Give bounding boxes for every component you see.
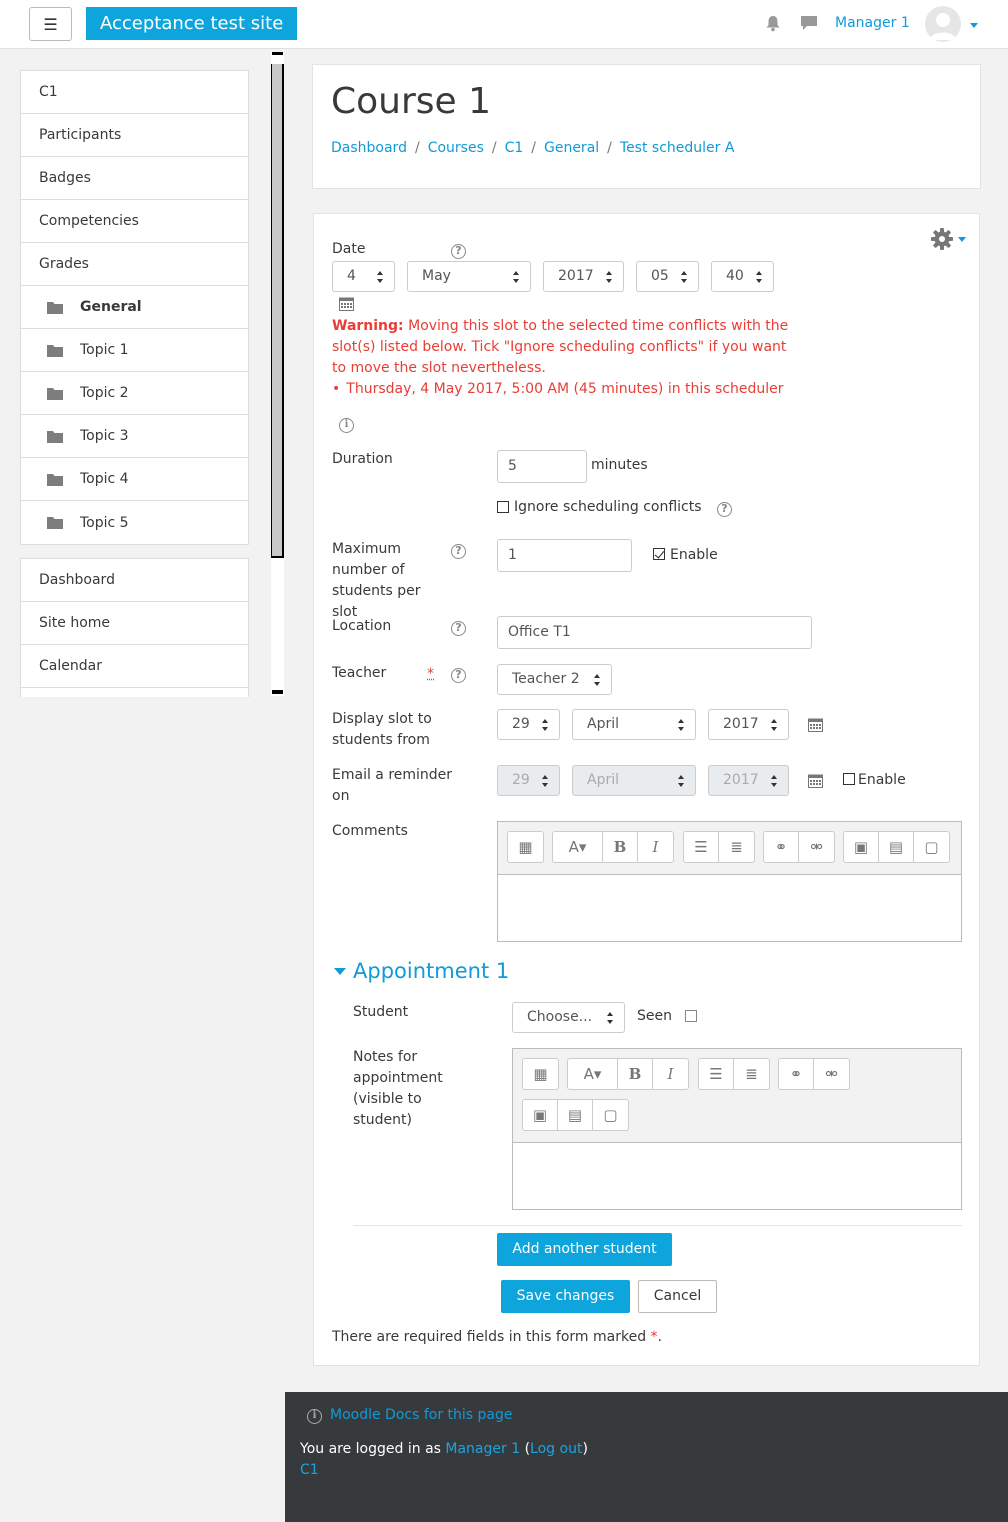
select-value: 2017	[723, 716, 759, 732]
reminder-year-select[interactable]	[708, 765, 789, 796]
nav-item-topic-4[interactable]	[21, 458, 248, 501]
nav-item-grades[interactable]	[21, 243, 248, 286]
max-students-input[interactable]: 1	[497, 539, 632, 572]
toolbar-group	[763, 831, 835, 863]
select-arrow-icon	[678, 775, 685, 787]
reminder-enable-label: Enable	[858, 772, 906, 788]
date-month-select[interactable]	[407, 261, 531, 292]
toolbar-group	[552, 831, 674, 863]
select-arrow-icon	[606, 271, 613, 283]
duration-input[interactable]: 5	[497, 450, 587, 483]
nav-item-label: Badges	[39, 170, 91, 186]
footer-user-link[interactable]: Manager 1	[445, 1441, 521, 1457]
image-icon[interactable]: ▣	[523, 1100, 558, 1130]
reminder-enable-checkbox[interactable]	[843, 773, 855, 785]
teacher-select[interactable]	[497, 664, 612, 695]
bullet: •	[332, 381, 341, 397]
info-icon: i	[307, 1409, 322, 1424]
nav-item-label: General	[80, 299, 142, 315]
gear-icon[interactable]	[930, 227, 954, 251]
select-arrow-icon	[678, 719, 685, 731]
nav-item-general[interactable]	[21, 286, 248, 329]
location-input[interactable]: Office T1	[497, 616, 812, 649]
seen-checkbox[interactable]	[685, 1010, 697, 1022]
required-icon: *	[427, 666, 434, 682]
paste-icon[interactable]: ▢	[603, 1106, 618, 1124]
font-style-icon[interactable]: A▾	[568, 1059, 618, 1089]
toolbar-toggle-icon[interactable]: ▦	[533, 1065, 548, 1083]
select-value: April	[587, 772, 619, 788]
required-star: *	[650, 1329, 658, 1345]
select-arrow-icon	[377, 271, 384, 283]
nav-item-label: Topic 1	[80, 342, 129, 358]
media-icon[interactable]: ▤	[558, 1100, 593, 1130]
logged-in-prefix: You are logged in as	[300, 1441, 441, 1457]
scroll-down-arrow[interactable]	[272, 683, 283, 694]
calendar-icon[interactable]	[339, 296, 354, 311]
display-day-select[interactable]	[497, 709, 560, 740]
required-note-text: There are required fields in this form marked	[332, 1329, 647, 1345]
toolbar-group	[778, 1058, 850, 1090]
breadcrumb-c1[interactable]: C1	[504, 140, 524, 156]
select-arrow-icon	[542, 775, 549, 787]
select-arrow-icon	[771, 775, 778, 787]
bold-icon[interactable]: B	[618, 1059, 653, 1089]
nav-item-label: Topic 3	[80, 428, 129, 444]
select-value: 29	[512, 716, 530, 732]
date-day-select[interactable]	[332, 261, 395, 292]
breadcrumb-general[interactable]: General	[543, 140, 600, 156]
nav-item-topic-5[interactable]	[21, 501, 248, 544]
nav-item-label: Grades	[39, 256, 89, 272]
italic-icon[interactable]: I	[667, 1065, 674, 1083]
breadcrumb	[331, 140, 734, 156]
conflict-text: Thursday, 4 May 2017, 5:00 AM (45 minutes) in this scheduler	[346, 381, 784, 397]
duration-unit: minutes	[591, 457, 648, 473]
student-select[interactable]	[512, 1002, 625, 1033]
site-name-link[interactable]: Acceptance test site	[86, 7, 297, 40]
nav-item-label: Competencies	[39, 213, 139, 229]
nav-item-label: Topic 2	[80, 385, 129, 401]
folder-icon	[47, 344, 63, 357]
image-icon[interactable]: ▣	[844, 832, 879, 862]
duration-label: Duration	[332, 451, 393, 467]
max-students-label: Maximum number of students per slot	[332, 541, 421, 620]
warning-text: Moving this slot to the selected time conflicts with the slot(s) listed below. Tick "Ignore scheduling conflicts" if you want to move the slot nevertheless.	[332, 318, 789, 376]
teacher-label: Teacher	[332, 665, 387, 681]
breadcrumb-separator: /	[491, 140, 497, 156]
select-value: Teacher 2	[512, 671, 580, 687]
reminder-label: Email a reminder on	[332, 767, 453, 804]
date-hour-select[interactable]	[636, 261, 699, 292]
nav-item-c1[interactable]	[21, 71, 248, 114]
nav-item-label: Topic 5	[80, 514, 129, 531]
toolbar-group	[698, 1058, 770, 1090]
select-value: 05	[651, 268, 669, 284]
toolbar-group	[522, 1099, 629, 1131]
paste-icon[interactable]: ▢	[924, 838, 939, 856]
conflict-warning	[332, 316, 802, 400]
divider	[353, 1225, 962, 1226]
display-from-label: Display slot to students from	[332, 711, 432, 748]
conflict-list-item	[332, 379, 802, 400]
toolbar-group	[683, 831, 755, 863]
nav-item-dashboard[interactable]	[21, 559, 248, 602]
student-label: Student	[353, 1004, 409, 1020]
bold-icon[interactable]: B	[603, 832, 638, 862]
required-note-end: .	[657, 1329, 662, 1345]
nav-item-label: Topic 4	[80, 471, 129, 487]
folder-icon	[47, 516, 63, 529]
gear-menu-caret-icon[interactable]	[958, 237, 966, 242]
seen-label: Seen	[637, 1008, 672, 1024]
footer-course-link[interactable]: C1	[300, 1462, 319, 1478]
comments-text-area[interactable]	[497, 874, 962, 942]
unordered-list-icon[interactable]: ☰	[699, 1059, 734, 1089]
select-arrow-icon	[756, 271, 763, 283]
folder-icon	[47, 301, 63, 314]
link-icon[interactable]: ⚭	[779, 1059, 814, 1089]
select-arrow-icon	[594, 674, 601, 686]
select-value: 29	[512, 772, 530, 788]
folder-icon	[47, 473, 63, 486]
folder-icon	[47, 430, 63, 443]
comments-editor	[497, 821, 962, 942]
select-value: 2017	[558, 268, 594, 284]
help-icon[interactable]: ?	[451, 668, 466, 683]
notes-editor	[512, 1048, 962, 1210]
nav-item-calendar[interactable]	[21, 645, 248, 688]
calendar-icon[interactable]	[808, 717, 823, 732]
toolbar-group	[843, 831, 950, 863]
page-title: Course 1	[331, 81, 492, 122]
nav-item-label: Dashboard	[39, 572, 115, 588]
breadcrumb-separator: /	[607, 140, 612, 156]
breadcrumb-dashboard[interactable]: Dashboard	[331, 140, 407, 156]
breadcrumb-separator: /	[531, 140, 536, 156]
breadcrumb-separator: /	[414, 140, 420, 156]
paren: )	[582, 1441, 588, 1457]
nav-item-topic-2[interactable]	[21, 372, 248, 415]
toolbar-group	[567, 1058, 689, 1090]
nav-item-topic-3[interactable]	[21, 415, 248, 458]
folder-icon	[47, 387, 63, 400]
select-value: April	[587, 716, 619, 732]
info-icon: i	[339, 418, 354, 433]
notes-text-area[interactable]	[512, 1142, 962, 1210]
notifications-bell-icon[interactable]	[763, 13, 783, 33]
comments-label: Comments	[332, 823, 408, 839]
select-arrow-icon	[513, 271, 520, 283]
date-year-select[interactable]	[543, 261, 624, 292]
date-label: Date	[332, 241, 366, 257]
select-value: 2017	[723, 772, 759, 788]
reminder-day-select[interactable]	[497, 765, 560, 796]
breadcrumb-scheduler[interactable]: Test scheduler A	[619, 140, 735, 156]
save-changes-button[interactable]: Save changes	[501, 1280, 630, 1313]
warning-strong: Warning:	[332, 318, 404, 334]
date-minute-select[interactable]	[711, 261, 774, 292]
unlink-icon[interactable]: ⚮	[810, 838, 823, 856]
paren: (	[524, 1441, 531, 1457]
notes-label: Notes for appointment (visible to student)	[353, 1049, 443, 1128]
user-menu-name[interactable]: Manager 1	[835, 15, 910, 31]
select-arrow-icon	[771, 719, 778, 731]
toolbar-group	[507, 831, 544, 863]
font-style-icon[interactable]: A▾	[553, 832, 603, 862]
nav-item-participants[interactable]	[21, 114, 248, 157]
unlink-icon[interactable]: ⚮	[825, 1065, 838, 1083]
nav-item-label: Participants	[39, 127, 122, 143]
nav-item-badges[interactable]	[21, 157, 248, 200]
help-icon[interactable]: ?	[451, 544, 466, 559]
page-header	[312, 64, 981, 189]
ignore-conflicts-label: Ignore scheduling conflicts	[514, 499, 702, 515]
location-label: Location	[332, 618, 392, 634]
select-value: 4	[347, 268, 356, 284]
nav-drawer	[0, 50, 285, 697]
ordered-list-icon[interactable]: ≣	[745, 1065, 758, 1083]
site-nav-block	[20, 558, 249, 697]
course-nav-block	[20, 70, 249, 545]
reminder-month-select[interactable]	[572, 765, 696, 796]
help-icon[interactable]: ?	[717, 502, 732, 517]
required-fields-note	[332, 1327, 662, 1348]
media-icon[interactable]: ▤	[879, 832, 914, 862]
toolbar-toggle-icon[interactable]: ▦	[518, 838, 533, 856]
nav-item-label: Calendar	[39, 658, 102, 674]
select-arrow-icon	[607, 1012, 614, 1024]
select-arrow-icon	[681, 271, 688, 283]
link-icon[interactable]: ⚭	[764, 832, 799, 862]
logout-link[interactable]: Log out	[530, 1441, 583, 1457]
avatar-placeholder-icon	[925, 6, 961, 42]
page-footer	[285, 1392, 1008, 1522]
user-menu-caret-icon[interactable]	[970, 23, 978, 28]
nav-item-label: C1	[39, 84, 58, 100]
select-value: May	[422, 268, 451, 284]
toolbar-group	[522, 1058, 559, 1090]
ordered-list-icon[interactable]: ≣	[730, 838, 743, 856]
moodle-docs-link[interactable]: Moodle Docs for this page	[330, 1407, 513, 1423]
ignore-conflicts-checkbox[interactable]	[497, 501, 509, 513]
breadcrumb-courses[interactable]: Courses	[427, 140, 484, 156]
help-icon[interactable]: ?	[451, 621, 466, 636]
nav-item-topic-1[interactable]	[21, 329, 248, 372]
help-icon[interactable]: ?	[451, 244, 466, 259]
max-students-enable-label: Enable	[670, 547, 718, 563]
user-avatar[interactable]	[925, 6, 961, 42]
nav-item-label: Site home	[39, 615, 111, 631]
logged-in-info	[300, 1441, 588, 1457]
collapse-caret-icon[interactable]	[334, 968, 346, 975]
drawer-scrollbar-thumb[interactable]	[271, 64, 284, 558]
messages-icon[interactable]	[799, 13, 819, 33]
nav-item-site-home[interactable]	[21, 602, 248, 645]
max-students-enable-checkbox[interactable]	[653, 548, 665, 560]
appointment-heading[interactable]: Appointment 1	[353, 959, 510, 983]
select-value: 40	[726, 268, 744, 284]
display-year-select[interactable]	[708, 709, 789, 740]
select-value: Choose...	[527, 1009, 593, 1025]
italic-icon[interactable]: I	[652, 838, 659, 856]
top-navbar	[0, 0, 1008, 49]
select-arrow-icon	[542, 719, 549, 731]
scroll-up-arrow[interactable]	[272, 52, 283, 62]
cancel-button[interactable]: Cancel	[638, 1280, 717, 1313]
add-another-student-button[interactable]: Add another student	[497, 1233, 672, 1266]
menu-toggle-button[interactable]: ☰	[29, 7, 72, 41]
nav-item-competencies[interactable]	[21, 200, 248, 243]
display-month-select[interactable]	[572, 709, 696, 740]
calendar-icon[interactable]	[808, 773, 823, 788]
unordered-list-icon[interactable]: ☰	[684, 832, 719, 862]
